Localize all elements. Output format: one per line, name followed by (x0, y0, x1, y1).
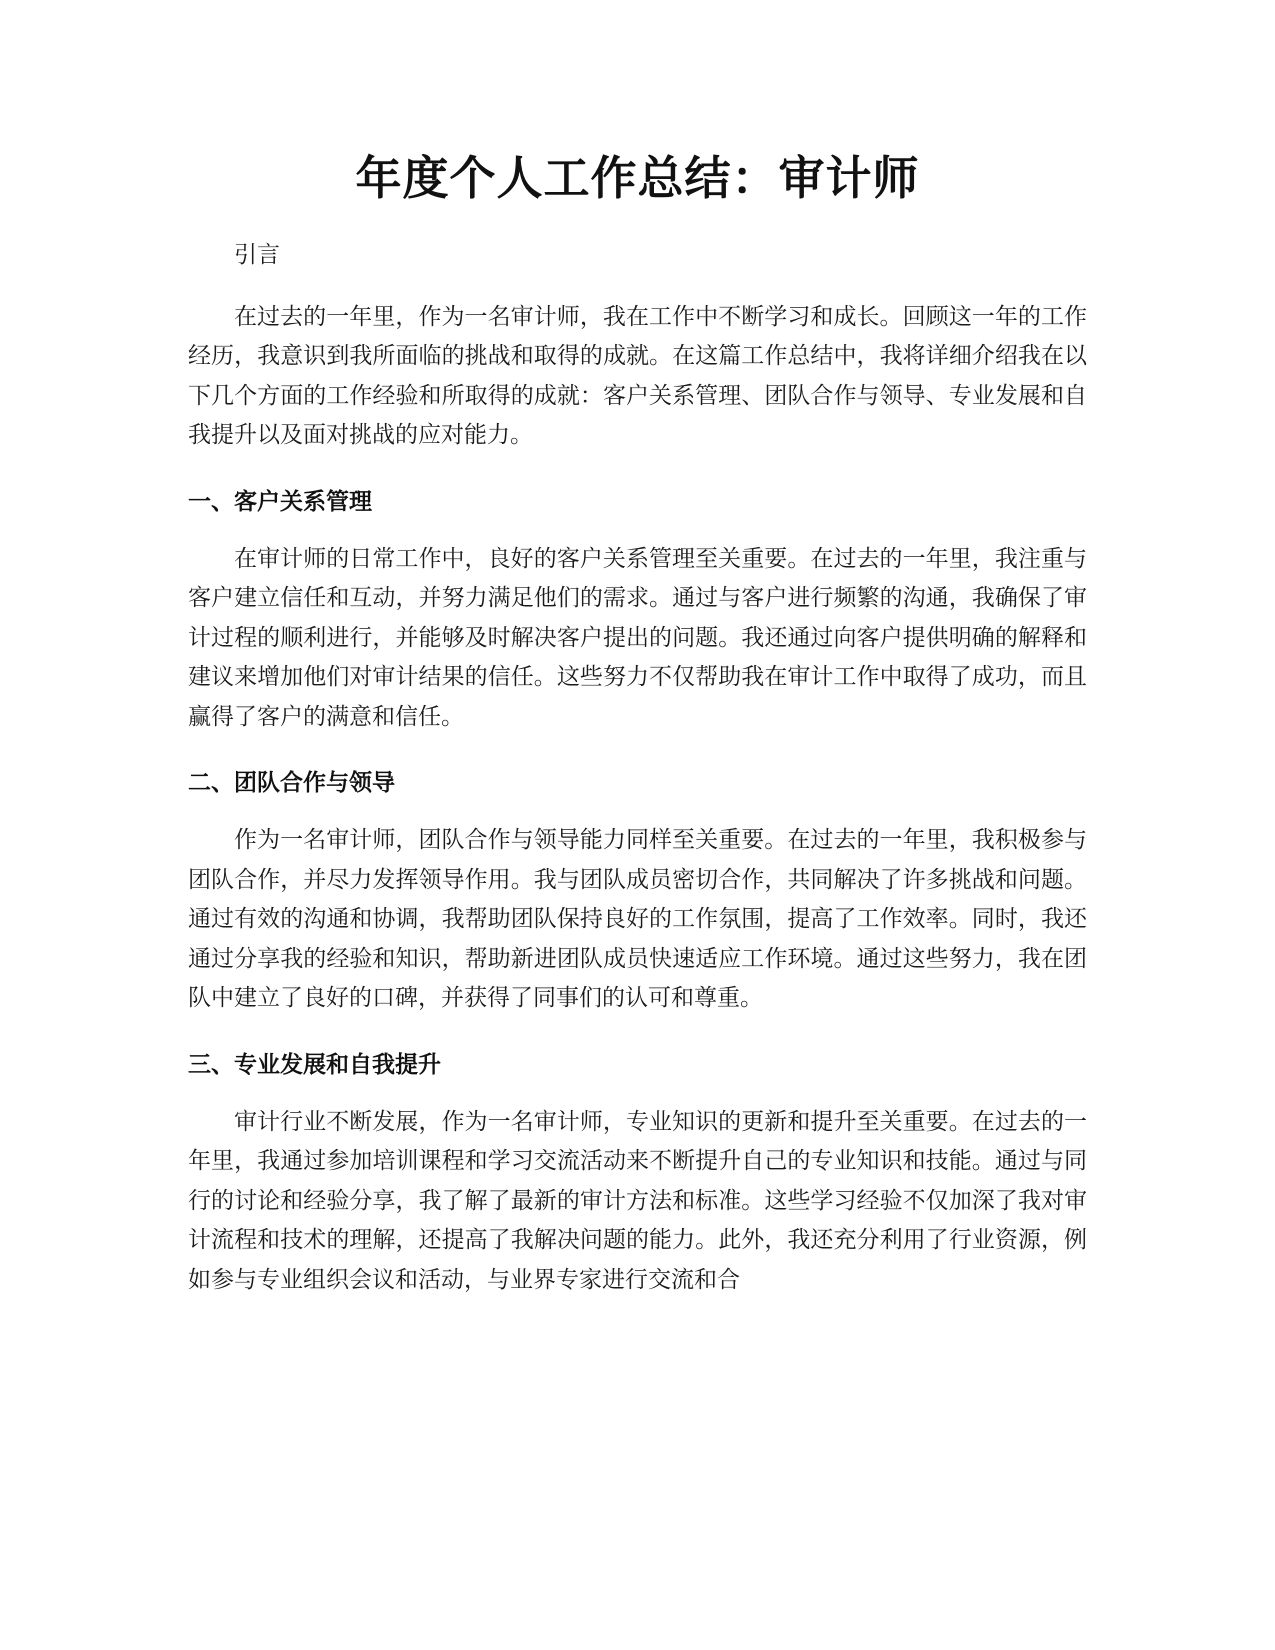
section-body-client-relations: 在审计师的日常工作中，良好的客户关系管理至关重要。在过去的一年里，我注重与客户建立信任和互动，并努力满足他们的需求。通过与客户进行频繁的沟通，我确保了审计过程的顺利进行，并能够及时解决客户提出的问题。我还通过向客户提供明确的解释和建议来增加他们对审计结果的信任。这些努力不仅帮助我在审计工作中取得了成功，而且赢得了客户的满意和信任。 (188, 545, 1087, 730)
section-heading-client-relations: 一、客户关系管理 (188, 488, 372, 515)
document-title: 年度个人工作总结：审计师 (355, 151, 920, 205)
intro-label: 引言 (234, 242, 280, 268)
section-body-teamwork: 作为一名审计师，团队合作与领导能力同样至关重要。在过去的一年里，我积极参与团队合作，并尽力发挥领导作用。我与团队成员密切合作，共同解决了许多挑战和问题。通过有效的沟通和协调，我帮助团队保持良好的工作氛围，提高了工作效率。同时，我还通过分享我的经验和知识，帮助新进团队成员快速适应工作环境。通过这些努力，我在团队中建立了良好的口碑，并获得了同事们的认可和尊重。 (188, 827, 1087, 1011)
section-heading-teamwork: 二、团队合作与领导 (188, 770, 395, 796)
section-heading-professional-development: 三、专业发展和自我提升 (188, 1051, 441, 1078)
intro-paragraph: 在过去的一年里，作为一名审计师，我在工作中不断学习和成长。回顾这一年的工作经历，我意识到我所面临的挑战和取得的成就。在这篇工作总结中，我将详细介绍我在以下几个方面的工作经验和所取得的成就：客户关系管理、团队合作与领导、专业发展和自我提升以及面对挑战的应对能力。 (188, 303, 1087, 448)
section-body-professional-development: 审计行业不断发展，作为一名审计师，专业知识的更新和提升至关重要。在过去的一年里，我通过参加培训课程和学习交流活动来不断提升自己的专业知识和技能。通过与同行的讨论和经验分享，我了解了最新的审计方法和标准。这些学习经验不仅加深了我对审计流程和技术的理解，还提高了我解决问题的能力。此外，我还充分利用了行业资源，例如参与专业组织会议和活动，与业界专家进行交流和合 (188, 1108, 1087, 1293)
